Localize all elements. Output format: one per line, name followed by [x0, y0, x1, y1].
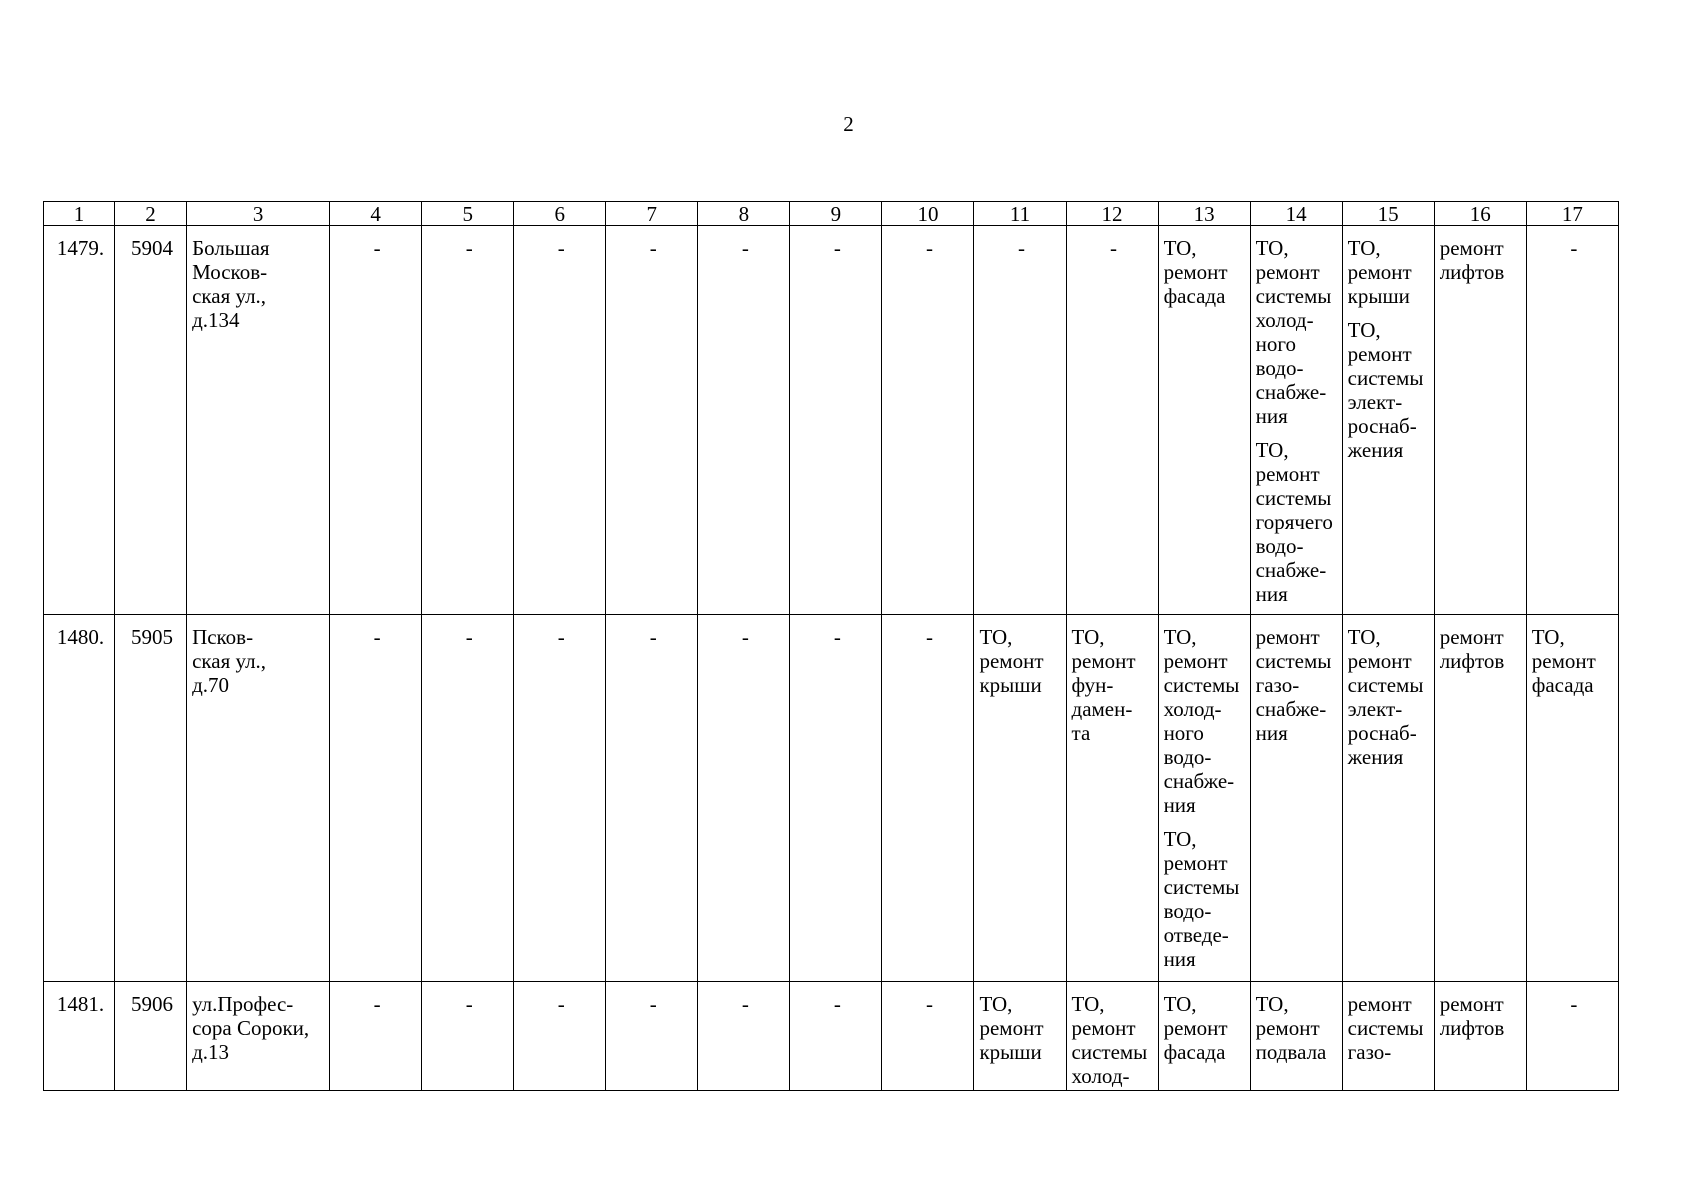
works-cell	[1342, 982, 1434, 1091]
column-header: 5	[422, 202, 514, 226]
table-cell: -	[790, 226, 882, 615]
works-cell	[1066, 982, 1158, 1091]
work-entry: ТО, ремонт фун- дамен- та	[1071, 625, 1136, 745]
work-entry: ремонт системы газо- снабже- ния	[1255, 625, 1332, 745]
work-entry: ТО, ремонт системы холод-	[1071, 992, 1148, 1088]
address-cell	[187, 615, 330, 982]
works-cell	[1158, 226, 1250, 615]
works-cell	[1066, 615, 1158, 982]
row-number: 1480.	[44, 615, 115, 982]
works-cell	[1434, 615, 1526, 982]
table-row	[44, 615, 1619, 982]
work-entry: ТО, ремонт фасада	[1163, 236, 1228, 308]
works-cell	[1250, 982, 1342, 1091]
column-header: 3	[187, 202, 330, 226]
works-cell	[1342, 226, 1434, 615]
table-cell: -	[698, 615, 790, 982]
table-cell: -	[882, 615, 974, 982]
column-header: 11	[974, 202, 1066, 226]
table-cell: -	[882, 982, 974, 1091]
table-cell: -	[974, 226, 1066, 615]
work-entry: ТО, ремонт системы холод- ного водо- снабже- ния	[1163, 625, 1240, 817]
table-cell: -	[422, 615, 514, 982]
work-entry: ремонт лифтов	[1439, 236, 1505, 284]
column-header: 16	[1434, 202, 1526, 226]
column-header: 14	[1250, 202, 1342, 226]
column-header: 15	[1342, 202, 1434, 226]
works-cell	[1158, 982, 1250, 1091]
address-cell	[187, 982, 330, 1091]
address-text: Большая Москов- ская ул., д.134	[192, 236, 270, 332]
table-cell: -	[422, 982, 514, 1091]
works-cell	[1342, 615, 1434, 982]
table-cell: -	[1526, 226, 1618, 615]
column-header: 17	[1526, 202, 1618, 226]
address-text: Псков- ская ул., д.70	[192, 625, 267, 697]
works-cell	[1250, 615, 1342, 982]
column-header: 2	[115, 202, 187, 226]
work-entry: ремонт системы газо-	[1347, 992, 1424, 1064]
works-cell	[1434, 226, 1526, 615]
table-cell: -	[698, 226, 790, 615]
object-code: 5906	[115, 982, 187, 1091]
object-code: 5905	[115, 615, 187, 982]
column-header: 8	[698, 202, 790, 226]
table-row	[44, 226, 1619, 615]
work-entry: ТО, ремонт подвала	[1255, 992, 1327, 1064]
work-entry: ТО, ремонт крыши	[979, 625, 1044, 697]
table-cell: -	[790, 982, 882, 1091]
column-header: 9	[790, 202, 882, 226]
work-entry: ремонт лифтов	[1439, 625, 1505, 673]
table-cell: -	[606, 615, 698, 982]
table-cell: -	[422, 226, 514, 615]
column-header: 10	[882, 202, 974, 226]
table-cell: -	[1066, 226, 1158, 615]
table-cell: -	[606, 982, 698, 1091]
table-cell: -	[514, 226, 606, 615]
work-entry: ТО, ремонт системы элект- роснаб- жения	[1347, 625, 1424, 769]
column-header: 12	[1066, 202, 1158, 226]
work-entry: ТО, ремонт системы водо- отведе- ния	[1163, 827, 1240, 971]
work-entry: ТО, ремонт фасада	[1531, 625, 1596, 697]
column-header: 7	[606, 202, 698, 226]
row-number: 1479.	[44, 226, 115, 615]
work-entry: ТО, ремонт крыши	[1347, 236, 1412, 308]
table-cell: -	[790, 615, 882, 982]
address-cell	[187, 226, 330, 615]
work-entry: ТО, ремонт фасада	[1163, 992, 1228, 1064]
works-cell	[974, 982, 1066, 1091]
works-schedule-table	[43, 201, 1619, 1091]
works-cell	[1434, 982, 1526, 1091]
works-cell	[1158, 615, 1250, 982]
page-number: 2	[843, 112, 854, 136]
table-cell: -	[330, 982, 422, 1091]
table-cell: -	[698, 982, 790, 1091]
works-cell	[1526, 615, 1618, 982]
work-entry: ТО, ремонт системы холод- ного водо- снабже- ния	[1255, 236, 1332, 428]
table-cell: -	[330, 615, 422, 982]
object-code: 5904	[115, 226, 187, 615]
column-header: 6	[514, 202, 606, 226]
header-row	[44, 202, 1619, 226]
table-cell: -	[514, 982, 606, 1091]
work-entry: ТО, ремонт крыши	[979, 992, 1044, 1064]
table-row	[44, 982, 1619, 1091]
table-cell: -	[882, 226, 974, 615]
row-number: 1481.	[44, 982, 115, 1091]
table-cell: -	[330, 226, 422, 615]
column-header: 13	[1158, 202, 1250, 226]
works-cell	[1250, 226, 1342, 615]
work-entry: ТО, ремонт системы элект- роснаб- жения	[1347, 318, 1424, 462]
address-text: ул.Профес- сора Сороки, д.13	[192, 992, 310, 1064]
table-cell: -	[606, 226, 698, 615]
column-header: 1	[44, 202, 115, 226]
work-entry: ТО, ремонт системы горячего водо- снабже- ния	[1255, 438, 1333, 606]
table-cell: -	[514, 615, 606, 982]
column-header: 4	[330, 202, 422, 226]
table-cell: -	[1526, 982, 1618, 1091]
work-entry: ремонт лифтов	[1439, 992, 1505, 1040]
works-cell	[974, 615, 1066, 982]
